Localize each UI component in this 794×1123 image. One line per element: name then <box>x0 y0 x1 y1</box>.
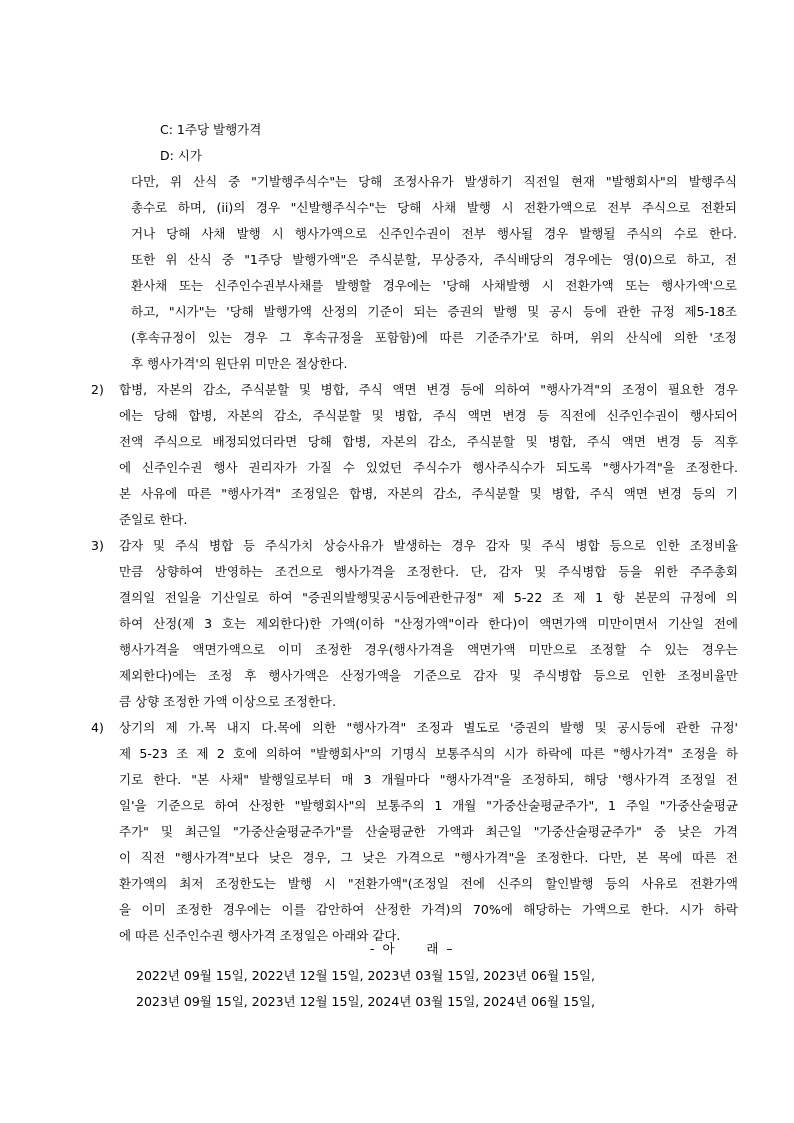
paragraph-line: 본 사유에 따른 "행사가격" 조정일은 합병, 자본의 감소, 주식분할 및 병합, 주식 액면 변경 등의 기 <box>119 486 738 501</box>
paragraph-line: 큼 상향 조정한 가액 이상으로 조정한다. <box>119 694 337 709</box>
paragraph-line: 준일로 한다. <box>119 512 188 527</box>
paragraph-line: 에 따른 신주인수권 행사가격 조정일은 아래와 같다. <box>119 928 401 943</box>
paragraph-line: 제 5-23 조 제 2 호에 의하여 "발행회사"의 기명식 보통주식의 시가 하락에 따른 "행사가격" 조정을 하 <box>119 746 738 761</box>
paragraph-line: 하여 산정(제 3 호는 제외한다)한 가액(이하 "산정가액"이라 한다)이 액면가액 미만이면서 기산일 전에 <box>119 616 738 631</box>
paragraph-line: 주가" 및 최근일 "가중산술평균주가"를 산술평균한 가액과 최근일 "가중산술평균주가" 중 낮은 가격 <box>119 824 738 839</box>
definition-d: D: 시가 <box>160 148 202 163</box>
paragraph-line: 거나 당해 사채 발행 시 행사가액으로 신주인수권이 전부 행사될 경우 발행될 주식의 수로 한다. <box>131 226 737 241</box>
paragraph-line: 에는 당해 합병, 자본의 감소, 주식분할 및 병합, 주식 액면 변경 등 직전에 신주인수권이 행사되어 <box>119 408 738 423</box>
paragraph-line: 또한 위 산식 중 "1주당 발행가액"은 주식분할, 무상증자, 주식배당의 경우에는 영(0)으로 하고, 전 <box>131 252 737 267</box>
paragraph-line: 에 신주인수권 행사 권리자가 가질 수 있었던 주식수가 행사주식수가 되도록 "행사가격"을 조정한다. <box>119 460 738 475</box>
list-number: 2) <box>91 382 104 397</box>
paragraph-line: 전액 주식으로 배정되었더라면 당해 합병, 자본의 감소, 주식분할 및 병합, 주식 액면 변경 등 직후 <box>119 434 738 449</box>
paragraph-line: 총수로 하며, (ii)의 경우 "신발행주식수"는 당해 사채 발행 시 전환가액으로 전부 주식으로 전환되 <box>131 200 737 215</box>
paragraph-line: 환사채 또는 신주인수권부사채를 발행할 경우에는 '당해 사채발행 시 전환가액 또는 행사가액'으로 <box>131 278 737 293</box>
paragraph-line: 하고, "시가"는 '당해 발행가액 산정의 기준이 되는 증권의 발행 및 공시 등에 관한 규정 제5-18조 <box>131 304 737 319</box>
paragraph-line: 일'을 기준으로 하여 산정한 "발행회사"의 보통주의 1 개월 "가중산술평균주가", 1 주일 "가중산술평균 <box>119 798 738 813</box>
list-number: 3) <box>91 538 104 553</box>
paragraph-line: 합병, 자본의 감소, 주식분할 및 병합, 주식 액면 변경 등에 의하여 "행사가격"의 조정이 필요한 경우 <box>119 382 738 397</box>
paragraph-line: 감자 및 주식 병합 등 주식가치 상승사유가 발생하는 경우 감자 및 주식 병합 등으로 인한 조정비율 <box>119 538 738 553</box>
paragraph-line: 제외한다)에는 조정 후 행사가액은 산정가액을 기준으로 감자 및 주식병합 등으로 인한 조정비율만 <box>119 668 738 683</box>
paragraph-line: 기로 한다. "본 사채" 발행일로부터 매 3 개월마다 "행사가격"을 조정하되, 해당 '행사가격 조정일 전 <box>119 772 738 787</box>
definition-c: C: 1주당 발행가격 <box>160 122 262 137</box>
paragraph-line: 후 행사가격'의 원단위 미만은 절상한다. <box>131 356 348 371</box>
adjustment-dates-line-2: 2023년 09월 15일, 2023년 12월 15일, 2024년 03월 15일, 2024년 06월 15일, <box>136 994 595 1009</box>
paragraph-line: (후속규정이 있는 경우 그 후속규정을 포함함)에 따른 기준주가'로 하며, 위의 산식에 의한 '조정 <box>131 330 737 345</box>
paragraph-line: 환가액의 최저 조정한도는 발행 시 "전환가액"(조정일 전에 신주의 할인발행 등의 사유로 전환가액 <box>119 876 738 891</box>
paragraph-line: 결의일 전일을 기산일로 하여 "증권의발행및공시등에관한규정" 제 5-22 조 제 1 항 본문의 규정에 의 <box>119 590 738 605</box>
ahrae-heading: - 아 래 – <box>370 941 453 956</box>
paragraph-line: 다만, 위 산식 중 "기발행주식수"는 당해 조정사유가 발생하기 직전일 현재 "발행회사"의 발행주식 <box>131 174 737 189</box>
paragraph-line: 행사가격을 액면가액으로 이미 조정한 경우(행사가격을 액면가액 미만으로 조정할 수 있는 경우는 <box>119 642 738 657</box>
paragraph-line: 상기의 제 가.목 내지 다.목에 의한 "행사가격" 조정과 별도로 '증권의 발행 및 공시등에 관한 규정' <box>119 720 738 735</box>
adjustment-dates-line-1: 2022년 09월 15일, 2022년 12월 15일, 2023년 03월 15일, 2023년 06월 15일, <box>136 968 595 983</box>
list-number: 4) <box>91 720 104 735</box>
paragraph-line: 을 이미 조정한 경우에는 이를 감안하여 산정한 가격)의 70%에 해당하는 가액으로 한다. 시가 하락 <box>119 902 738 917</box>
paragraph-line: 만큼 상향하여 반영하는 조건으로 행사가격을 조정한다. 단, 감자 및 주식병합 등을 위한 주주총회 <box>119 564 738 579</box>
paragraph-line: 이 직전 "행사가격"보다 낮은 경우, 그 낮은 가격으로 "행사가격"을 조정한다. 다만, 본 목에 따른 전 <box>119 850 738 865</box>
